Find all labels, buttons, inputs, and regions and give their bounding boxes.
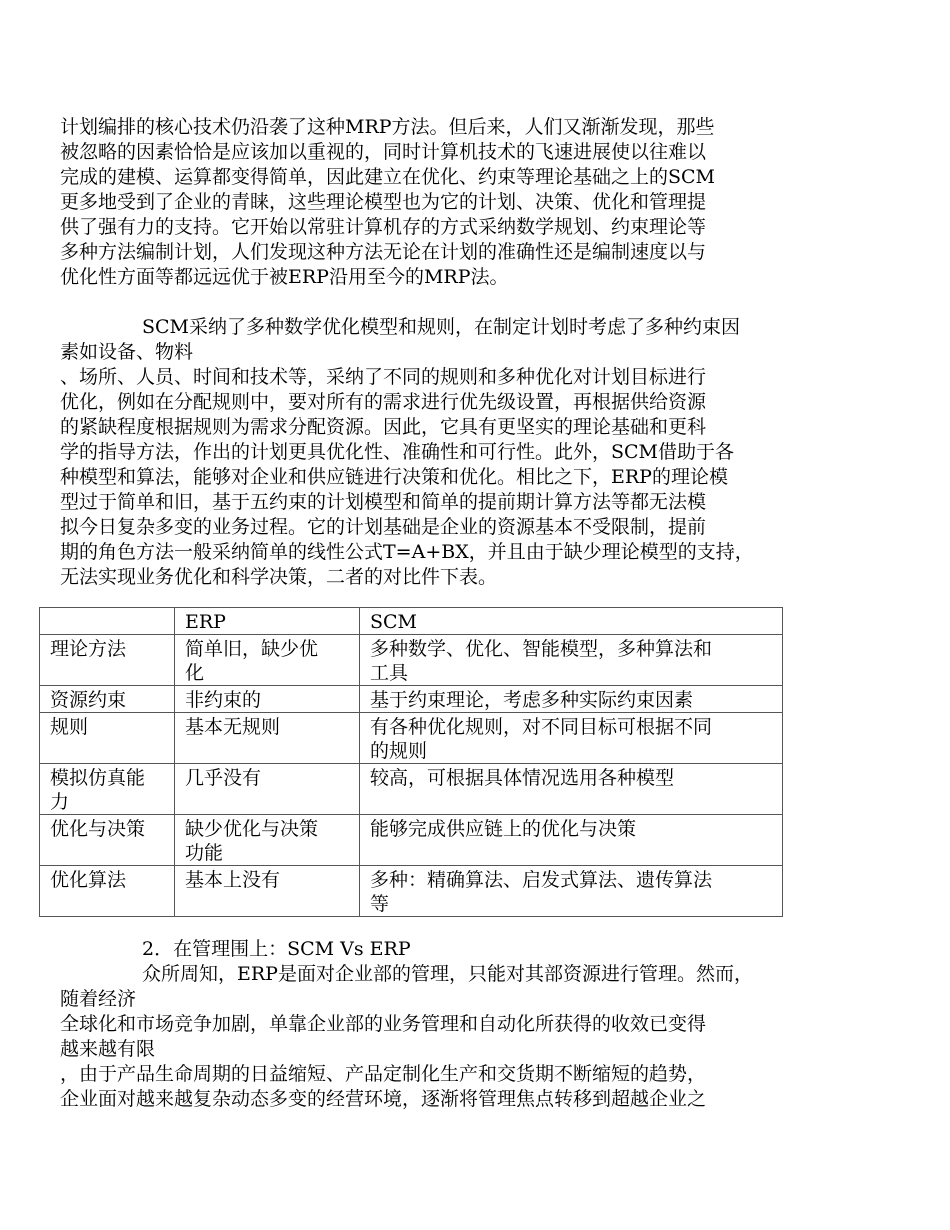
table-cell: 能够完成供应链上的优化与决策 — [360, 815, 783, 866]
table-cell: 优化算法 — [40, 866, 175, 917]
paragraph-line: ，由于产品生命周期的日益缩短、产品定制化生产和交货期不断缩短的趋势， — [60, 1063, 707, 1085]
paragraph-line: 企业面对越来越复杂动态多变的经营环境，逐渐将管理焦点转移到超越企业之 — [60, 1088, 707, 1110]
paragraph-line: 型过于简单和旧，基于五约束的计划模型和简单的提前期计算方法等都无法模 — [60, 491, 707, 513]
paragraph-line: 计划编排的核心技术仍沿袭了这种MRP方法。但后来，人们又渐渐发现，那些 — [60, 116, 715, 138]
table-cell: 基本上没有 — [175, 866, 360, 917]
table-cell: 缺少优化与决策 功能 — [175, 815, 360, 866]
table-row — [40, 713, 783, 764]
paragraph-line: 拟今日复杂多变的业务过程。它的计划基础是企业的资源基本不受限制，提前 — [60, 516, 707, 538]
table-row — [40, 686, 783, 713]
table-cell: 基本无规则 — [175, 713, 360, 764]
table-cell: 理论方法 — [40, 635, 175, 686]
table-row — [40, 764, 783, 815]
table-cell: 资源约束 — [40, 686, 175, 713]
paragraph-line: 优化，例如在分配规则中，要对所有的需求进行优先级设置，再根据供给资源 — [60, 391, 707, 413]
table-cell: 多种数学、优化、智能模型，多种算法和 工具 — [360, 635, 783, 686]
paragraph-line: 众所周知，ERP是面对企业部的管理，只能对其部资源进行管理。然而， — [142, 963, 753, 985]
table-row — [40, 866, 783, 917]
table-cell: 有各种优化规则，对不同目标可根据不同 的规则 — [360, 713, 783, 764]
table-cell: 较高，可根据具体情况选用各种模型 — [360, 764, 783, 815]
table-cell: 多种：精确算法、启发式算法、遗传算法 等 — [360, 866, 783, 917]
table-row — [40, 635, 783, 686]
comparison-table — [39, 607, 783, 917]
paragraph-line: 的紧缺程度根据规则为需求分配资源。因此，它具有更坚实的理论基础和更科 — [60, 416, 707, 438]
paragraph-line: 无法实现业务优化和科学决策，二者的对比件下表。 — [60, 566, 498, 588]
paragraph-line: 优化性方面等都远远优于被ERP沿用至今的MRP法。 — [60, 266, 509, 288]
table-cell: 优化与决策 — [40, 815, 175, 866]
table-cell: ERP — [175, 608, 360, 635]
table-cell: 模拟仿真能 力 — [40, 764, 175, 815]
paragraph-line: 、场所、人员、时间和技术等，采纳了不同的规则和多种优化对计划目标进行 — [60, 366, 707, 388]
paragraph-line: 供了强有力的支持。它开始以常驻计算机存的方式采纳数学规划、约束理论等 — [60, 216, 707, 238]
paragraph-line: 被忽略的因素恰恰是应该加以重视的，同时计算机技术的飞速进展使以往难以 — [60, 141, 707, 163]
table-cell — [40, 608, 175, 635]
table-cell: 非约束的 — [175, 686, 360, 713]
paragraph-line: 完成的建模、运算都变得简单，因此建立在优化、约束等理论基础之上的SCM — [60, 166, 716, 188]
paragraph-line: 素如设备、物料 — [60, 341, 194, 363]
paragraph-line: 多种方法编制计划，人们发现这种方法无论在计划的准确性还是编制速度以与 — [60, 241, 707, 263]
paragraph-line: 学的指导方法，作出的计划更具优化性、准确性和可行性。此外，SCM借助于各 — [60, 441, 735, 463]
table-cell: 规则 — [40, 713, 175, 764]
paragraph-line: 全球化和市场竞争加剧，单靠企业部的业务管理和自动化所获得的收效已变得 — [60, 1013, 707, 1035]
table-row — [40, 815, 783, 866]
paragraph-line: 种模型和算法，能够对企业和供应链进行决策和优化。相比之下，ERP的理论模 — [60, 466, 728, 488]
table-cell: 简单旧，缺少优 化 — [175, 635, 360, 686]
table-cell: 几乎没有 — [175, 764, 360, 815]
table-cell: SCM — [360, 608, 783, 635]
paragraph-line: 越来越有限 — [60, 1038, 156, 1060]
paragraph-line: 期的角色方法一般采纳简单的线性公式T=A+BX，并且由于缺少理论模型的支持， — [60, 541, 754, 563]
paragraph-line: 更多地受到了企业的青睐，这些理论模型也为它的计划、决策、优化和管理提 — [60, 191, 707, 213]
paragraph-line: SCM采纳了多种数学优化模型和规则，在制定计划时考虑了多种约束因 — [142, 316, 741, 338]
table-header-row — [40, 608, 783, 635]
paragraph-line: 随着经济 — [60, 988, 137, 1010]
section-heading: 2．在管理围上：SCM Vs ERP — [142, 938, 411, 960]
table-cell: 基于约束理论，考虑多种实际约束因素 — [360, 686, 783, 713]
